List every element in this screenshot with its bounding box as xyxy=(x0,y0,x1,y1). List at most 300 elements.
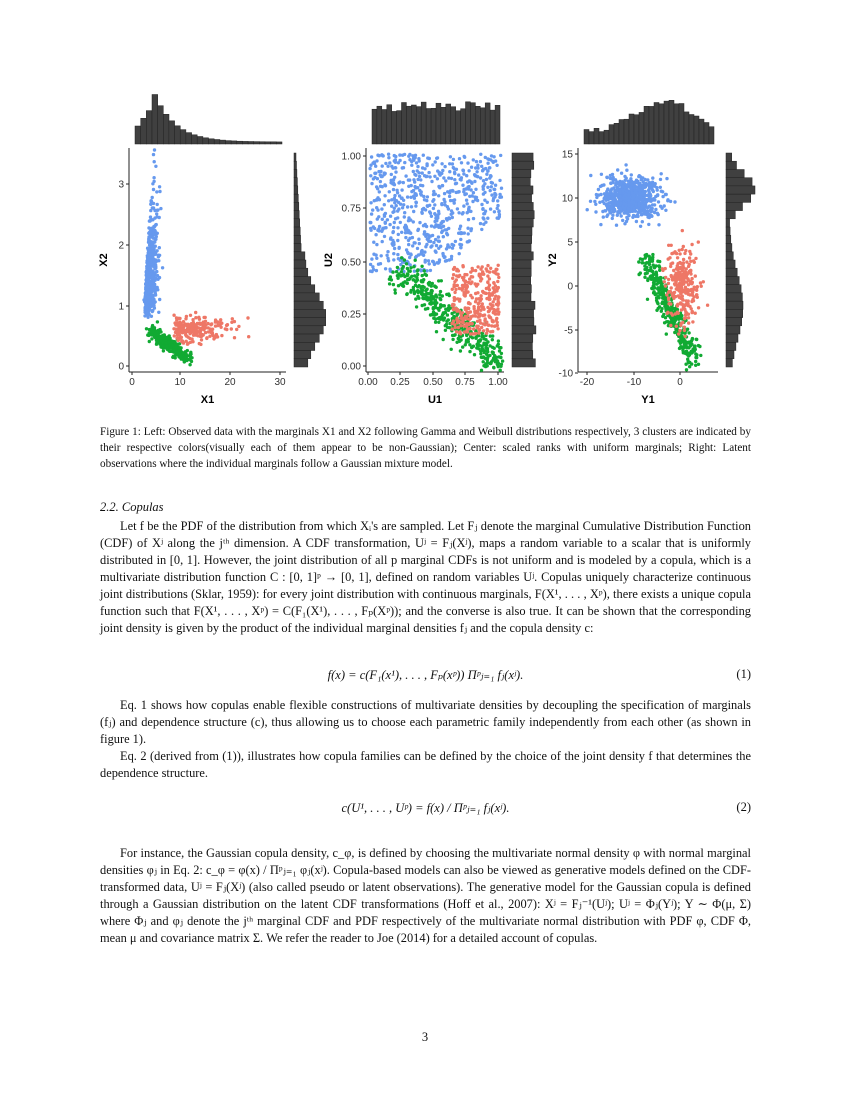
point-blue xyxy=(453,201,456,204)
point-green xyxy=(459,349,462,352)
point-green xyxy=(687,346,690,349)
point-green xyxy=(439,298,442,301)
point-red xyxy=(495,317,498,320)
point-blue xyxy=(647,223,650,226)
point-blue xyxy=(370,182,373,185)
point-blue xyxy=(148,313,151,316)
point-green xyxy=(430,291,433,294)
top-histogram-bar xyxy=(431,108,436,144)
point-red xyxy=(230,327,233,330)
point-red xyxy=(466,327,469,330)
point-red xyxy=(212,334,215,337)
point-green xyxy=(655,272,658,275)
point-blue xyxy=(424,208,427,211)
point-blue xyxy=(370,155,373,158)
point-red xyxy=(687,289,690,292)
point-red xyxy=(187,342,190,345)
point-blue xyxy=(447,227,450,230)
point-blue xyxy=(418,221,421,224)
point-red xyxy=(479,276,482,279)
point-blue xyxy=(387,153,390,156)
point-blue xyxy=(611,173,614,176)
right-histogram-bar xyxy=(726,318,742,326)
point-green xyxy=(685,368,688,371)
point-blue xyxy=(459,238,462,241)
point-red xyxy=(663,280,666,283)
point-blue xyxy=(371,265,374,268)
point-blue xyxy=(665,177,668,180)
point-blue xyxy=(381,240,384,243)
point-blue xyxy=(414,204,417,207)
point-green xyxy=(499,369,502,372)
point-blue xyxy=(482,217,485,220)
point-green xyxy=(166,345,169,348)
point-blue xyxy=(593,200,596,203)
point-red xyxy=(453,284,456,287)
point-green xyxy=(499,356,502,359)
point-green xyxy=(664,299,667,302)
point-green xyxy=(413,292,416,295)
point-blue xyxy=(633,207,636,210)
y-tick-label: 10 xyxy=(561,193,573,205)
point-blue xyxy=(631,200,634,203)
point-blue xyxy=(463,156,466,159)
point-blue xyxy=(152,188,155,191)
paragraph-1-text: Let f be the PDF of the distribution from which Xᵢ's are sampled. Let Fⱼ denote the marginal Cumulative Distribution Function (CDF) of Xʲ along the jᵗʰ dimension. A CDF transformation, Uʲ = Fⱼ(Xʲ), maps a random variable to a scalar that is uniformly distributed in [0, 1]. However, the joint distribution of all p marginal CDFs is not uniform and is modeled by a copula, which is a multivariate distribution function C : [0, 1]ᵖ → [0, 1], defined on random variables Uʲ. Copulas uniquely characterize continuous joint distributions (Sklar, 1959): for every joint distribution with continuous marginals, F(X¹, . . . , Xᵖ), there exists a unique copula function such that F(X¹, . . . , Xᵖ) = C(F₁(X¹), . . . , Fₚ(Xᵖ)); and the converse is also true. It can be shown that the corresponding joint density is given by the product of the individual marginal densities fⱼ and the copula density c: xyxy=(100,519,751,635)
right-histogram-bar xyxy=(512,342,532,350)
point-blue xyxy=(372,268,375,271)
point-red xyxy=(676,272,679,275)
point-green xyxy=(650,278,653,281)
right-histogram-bar xyxy=(294,244,301,252)
point-red xyxy=(459,320,462,323)
top-histogram-bar xyxy=(276,142,282,144)
point-green xyxy=(648,256,651,259)
right-histogram-bar xyxy=(512,202,533,210)
point-red xyxy=(198,318,201,321)
y-tick-label: 0.75 xyxy=(341,203,361,215)
point-blue xyxy=(468,239,471,242)
point-green xyxy=(468,350,471,353)
point-blue xyxy=(496,199,499,202)
point-blue xyxy=(396,239,399,242)
point-red xyxy=(664,284,667,287)
point-red xyxy=(678,329,681,332)
point-red xyxy=(692,299,695,302)
point-blue xyxy=(467,187,470,190)
point-red xyxy=(485,332,488,335)
point-red xyxy=(470,275,473,278)
right-histogram-bar xyxy=(512,268,531,276)
point-blue xyxy=(435,244,438,247)
point-blue xyxy=(158,190,161,193)
right-histogram-bar xyxy=(726,227,730,235)
point-green xyxy=(697,344,700,347)
point-blue xyxy=(154,231,157,234)
point-blue xyxy=(381,227,384,230)
right-histogram-bar xyxy=(726,268,737,276)
point-red xyxy=(497,276,500,279)
point-red xyxy=(462,276,465,279)
right-histogram-bar xyxy=(512,285,531,293)
point-green xyxy=(644,254,647,257)
point-red xyxy=(175,336,178,339)
point-red xyxy=(687,313,690,316)
point-blue xyxy=(408,178,411,181)
point-red xyxy=(497,312,500,315)
point-green xyxy=(435,330,438,333)
point-green xyxy=(690,350,693,353)
top-histogram-bar xyxy=(158,106,164,144)
point-blue xyxy=(411,236,414,239)
point-red xyxy=(492,311,495,314)
point-blue xyxy=(643,186,646,189)
point-blue xyxy=(431,234,434,237)
point-blue xyxy=(375,257,378,260)
point-blue xyxy=(158,185,161,188)
point-red xyxy=(219,326,222,329)
point-green xyxy=(686,328,689,331)
point-red xyxy=(187,330,190,333)
point-blue xyxy=(155,270,158,273)
point-blue xyxy=(373,227,376,230)
right-histogram-left xyxy=(294,153,326,367)
point-red xyxy=(488,309,491,312)
point-blue xyxy=(611,196,614,199)
point-blue xyxy=(440,162,443,165)
point-red xyxy=(489,316,492,319)
y-axis-label: U2 xyxy=(323,252,335,268)
top-histogram-bar xyxy=(689,115,694,145)
point-green xyxy=(417,284,420,287)
point-blue xyxy=(461,184,464,187)
point-red xyxy=(677,332,680,335)
point-red xyxy=(482,273,485,276)
point-blue xyxy=(639,225,642,228)
point-blue xyxy=(149,218,152,221)
point-red xyxy=(174,328,177,331)
right-histogram-bar xyxy=(294,153,296,161)
top-histogram-bar xyxy=(456,111,461,144)
point-blue xyxy=(392,243,395,246)
point-red xyxy=(477,306,480,309)
point-blue xyxy=(375,206,378,209)
point-green xyxy=(645,268,648,271)
point-red xyxy=(495,268,498,271)
point-red xyxy=(452,273,455,276)
point-blue xyxy=(380,254,383,257)
top-histogram-bar xyxy=(471,103,476,144)
right-histogram-bar xyxy=(726,153,732,161)
right-histogram-bar xyxy=(512,351,533,359)
point-red xyxy=(690,307,693,310)
point-red xyxy=(186,323,189,326)
point-red xyxy=(680,302,683,305)
point-blue xyxy=(647,189,650,192)
point-blue xyxy=(458,227,461,230)
point-blue xyxy=(615,224,618,227)
point-red xyxy=(489,330,492,333)
point-blue xyxy=(412,210,415,213)
top-histogram-bar xyxy=(436,103,441,144)
point-green xyxy=(643,264,646,267)
point-green xyxy=(489,362,492,365)
point-green xyxy=(684,363,687,366)
point-red xyxy=(684,267,687,270)
point-green xyxy=(487,354,490,357)
point-red xyxy=(482,308,485,311)
point-blue xyxy=(402,181,405,184)
point-blue xyxy=(425,243,428,246)
point-green xyxy=(683,342,686,345)
point-blue xyxy=(392,188,395,191)
point-green xyxy=(416,269,419,272)
point-blue xyxy=(466,180,469,183)
equation-1 xyxy=(100,667,751,683)
point-green xyxy=(388,282,391,285)
point-blue xyxy=(400,231,403,234)
top-histogram-bar xyxy=(387,105,392,144)
point-red xyxy=(463,330,466,333)
point-blue xyxy=(148,290,151,293)
point-blue xyxy=(641,213,644,216)
point-blue xyxy=(375,185,378,188)
point-blue xyxy=(659,178,662,181)
point-green xyxy=(656,281,659,284)
point-red xyxy=(669,290,672,293)
point-blue xyxy=(666,199,669,202)
point-blue xyxy=(155,190,158,193)
point-blue xyxy=(653,203,656,206)
point-green xyxy=(500,352,503,355)
point-green xyxy=(447,292,450,295)
point-green xyxy=(446,326,449,329)
top-histogram-bar xyxy=(634,115,639,144)
right-histogram-bar xyxy=(726,202,743,210)
point-blue xyxy=(458,157,461,160)
point-blue xyxy=(447,176,450,179)
point-blue xyxy=(448,217,451,220)
point-green xyxy=(412,288,415,291)
point-red xyxy=(681,298,684,301)
point-green xyxy=(148,340,151,343)
top-histogram-bar xyxy=(594,128,599,144)
point-red xyxy=(681,279,684,282)
point-blue xyxy=(379,185,382,188)
top-histogram-bar xyxy=(416,107,421,144)
point-blue xyxy=(430,180,433,183)
point-red xyxy=(191,318,194,321)
point-red xyxy=(671,294,674,297)
point-blue xyxy=(369,270,372,273)
point-green xyxy=(671,318,674,321)
point-red xyxy=(452,268,455,271)
point-red xyxy=(478,328,481,331)
right-histogram-bar xyxy=(726,351,734,359)
point-green xyxy=(433,313,436,316)
point-blue xyxy=(392,181,395,184)
point-red xyxy=(457,275,460,278)
point-green xyxy=(480,356,483,359)
point-blue xyxy=(406,205,409,208)
point-blue xyxy=(158,246,161,249)
point-blue xyxy=(410,205,413,208)
point-blue xyxy=(378,225,381,228)
point-blue xyxy=(392,258,395,261)
point-red xyxy=(454,297,457,300)
point-blue xyxy=(415,161,418,164)
point-green xyxy=(415,305,418,308)
point-green xyxy=(699,354,702,357)
point-red xyxy=(687,316,690,319)
point-red xyxy=(474,269,477,272)
right-histogram-bar xyxy=(512,194,532,202)
point-blue xyxy=(602,215,605,218)
point-blue xyxy=(428,157,431,160)
point-red xyxy=(467,311,470,314)
top-histogram-bar xyxy=(426,109,431,145)
x-tick-label: 0 xyxy=(129,377,135,388)
point-blue xyxy=(372,253,375,256)
point-blue xyxy=(392,226,395,229)
point-blue xyxy=(147,263,150,266)
point-blue xyxy=(397,207,400,210)
point-blue xyxy=(147,274,150,277)
point-red xyxy=(695,289,698,292)
point-blue xyxy=(616,168,619,171)
point-blue xyxy=(383,171,386,174)
point-green xyxy=(690,338,693,341)
point-blue xyxy=(425,162,428,165)
point-blue xyxy=(402,199,405,202)
point-green xyxy=(429,296,432,299)
point-red xyxy=(683,326,686,329)
top-histogram-bar xyxy=(624,119,629,144)
point-blue xyxy=(476,164,479,167)
point-green xyxy=(414,297,417,300)
point-green xyxy=(431,282,434,285)
point-blue xyxy=(475,160,478,163)
point-blue xyxy=(437,212,440,215)
top-histogram-bar xyxy=(152,95,158,145)
point-blue xyxy=(612,209,615,212)
point-blue xyxy=(632,214,635,217)
point-green xyxy=(649,269,652,272)
point-red xyxy=(478,319,481,322)
point-blue xyxy=(158,298,161,301)
point-blue xyxy=(472,191,475,194)
point-blue xyxy=(448,170,451,173)
point-green xyxy=(420,289,423,292)
point-blue xyxy=(386,250,389,253)
point-red xyxy=(678,249,681,252)
point-green xyxy=(150,326,153,329)
point-blue xyxy=(448,258,451,261)
point-blue xyxy=(442,198,445,201)
point-blue xyxy=(402,203,405,206)
equation-2-body: c(U¹, . . . , Uᵖ) = f(x) / Πᵖⱼ₌₁ fⱼ(xʲ). xyxy=(341,801,510,815)
point-green xyxy=(168,350,171,353)
point-red xyxy=(671,261,674,264)
right-histogram-bar xyxy=(726,194,751,202)
point-green xyxy=(461,345,464,348)
point-blue xyxy=(375,198,378,201)
point-blue xyxy=(479,222,482,225)
point-red xyxy=(457,326,460,329)
right-histogram-bar xyxy=(294,170,297,178)
point-green xyxy=(457,337,460,340)
point-blue xyxy=(416,165,419,168)
top-histogram-bar xyxy=(446,104,451,144)
figure-1 xyxy=(100,92,760,410)
point-green xyxy=(163,333,166,336)
right-histogram-bar xyxy=(294,334,319,342)
point-red xyxy=(680,288,683,291)
point-blue xyxy=(399,221,402,224)
point-blue xyxy=(482,179,485,182)
point-green xyxy=(162,349,165,352)
point-red xyxy=(178,323,181,326)
panel-right xyxy=(547,100,755,406)
top-histogram-bar xyxy=(451,107,456,144)
point-blue xyxy=(598,201,601,204)
point-green xyxy=(442,338,445,341)
point-red xyxy=(475,311,478,314)
point-green xyxy=(694,348,697,351)
point-red xyxy=(202,316,205,319)
point-blue xyxy=(407,243,410,246)
point-blue xyxy=(417,238,420,241)
point-blue xyxy=(428,262,431,265)
point-blue xyxy=(420,249,423,252)
right-histogram-bar xyxy=(294,293,319,301)
right-histogram-center xyxy=(512,153,536,367)
point-green xyxy=(453,334,456,337)
point-red xyxy=(666,311,669,314)
top-histogram-bar xyxy=(382,110,387,145)
point-green xyxy=(440,315,443,318)
point-blue xyxy=(492,188,495,191)
point-blue xyxy=(369,174,372,177)
x-axis-label: X1 xyxy=(200,394,215,406)
point-blue xyxy=(615,182,618,185)
right-histogram-bar xyxy=(512,326,536,334)
point-green xyxy=(409,270,412,273)
point-blue xyxy=(659,186,662,189)
point-green xyxy=(447,318,450,321)
point-green xyxy=(489,334,492,337)
point-red xyxy=(455,330,458,333)
point-green xyxy=(420,280,423,283)
point-blue xyxy=(456,190,459,193)
point-red xyxy=(486,306,489,309)
right-histogram-bar xyxy=(294,202,299,210)
point-green xyxy=(451,338,454,341)
point-red xyxy=(189,314,192,317)
top-histogram-bar xyxy=(372,109,377,144)
point-blue xyxy=(147,237,150,240)
point-red xyxy=(496,327,499,330)
point-green xyxy=(396,277,399,280)
point-blue xyxy=(453,171,456,174)
point-green xyxy=(403,258,406,261)
paragraph-4-text: For instance, the Gaussian copula density, c_φ, is defined by choosing the multivariate normal density φ with normal marginal densities φⱼ in Eq. 2: c_φ = φ(x) / Πᵖⱼ₌₁ φⱼ(xʲ). Copula-based models can also be viewed as generative models defined on the CDF-transformed data, Uʲ = Fⱼ(Xʲ) (also called pseudo or latent observations). The generative model for the Gaussian copula is defined through a Gaussian distribution on the latent CDF transformations (Hoff et al., 2007): Xʲ = Fⱼ⁻¹(Uʲ); Uʲ = Φⱼ(Yʲ); Y ∼ Φ(μ, Σ) where Φⱼ and φⱼ denote the jᵗʰ marginal CDF and PDF respectively of the multivariate normal distribution with PDF φ, CDF Φ, mean μ and covariance matrix Σ. We refer the reader to Joe (2014) for a detailed account of copulas. xyxy=(100,846,751,945)
point-blue xyxy=(621,180,624,183)
point-green xyxy=(486,358,489,361)
point-red xyxy=(198,342,201,345)
point-blue xyxy=(603,197,606,200)
point-blue xyxy=(429,240,432,243)
